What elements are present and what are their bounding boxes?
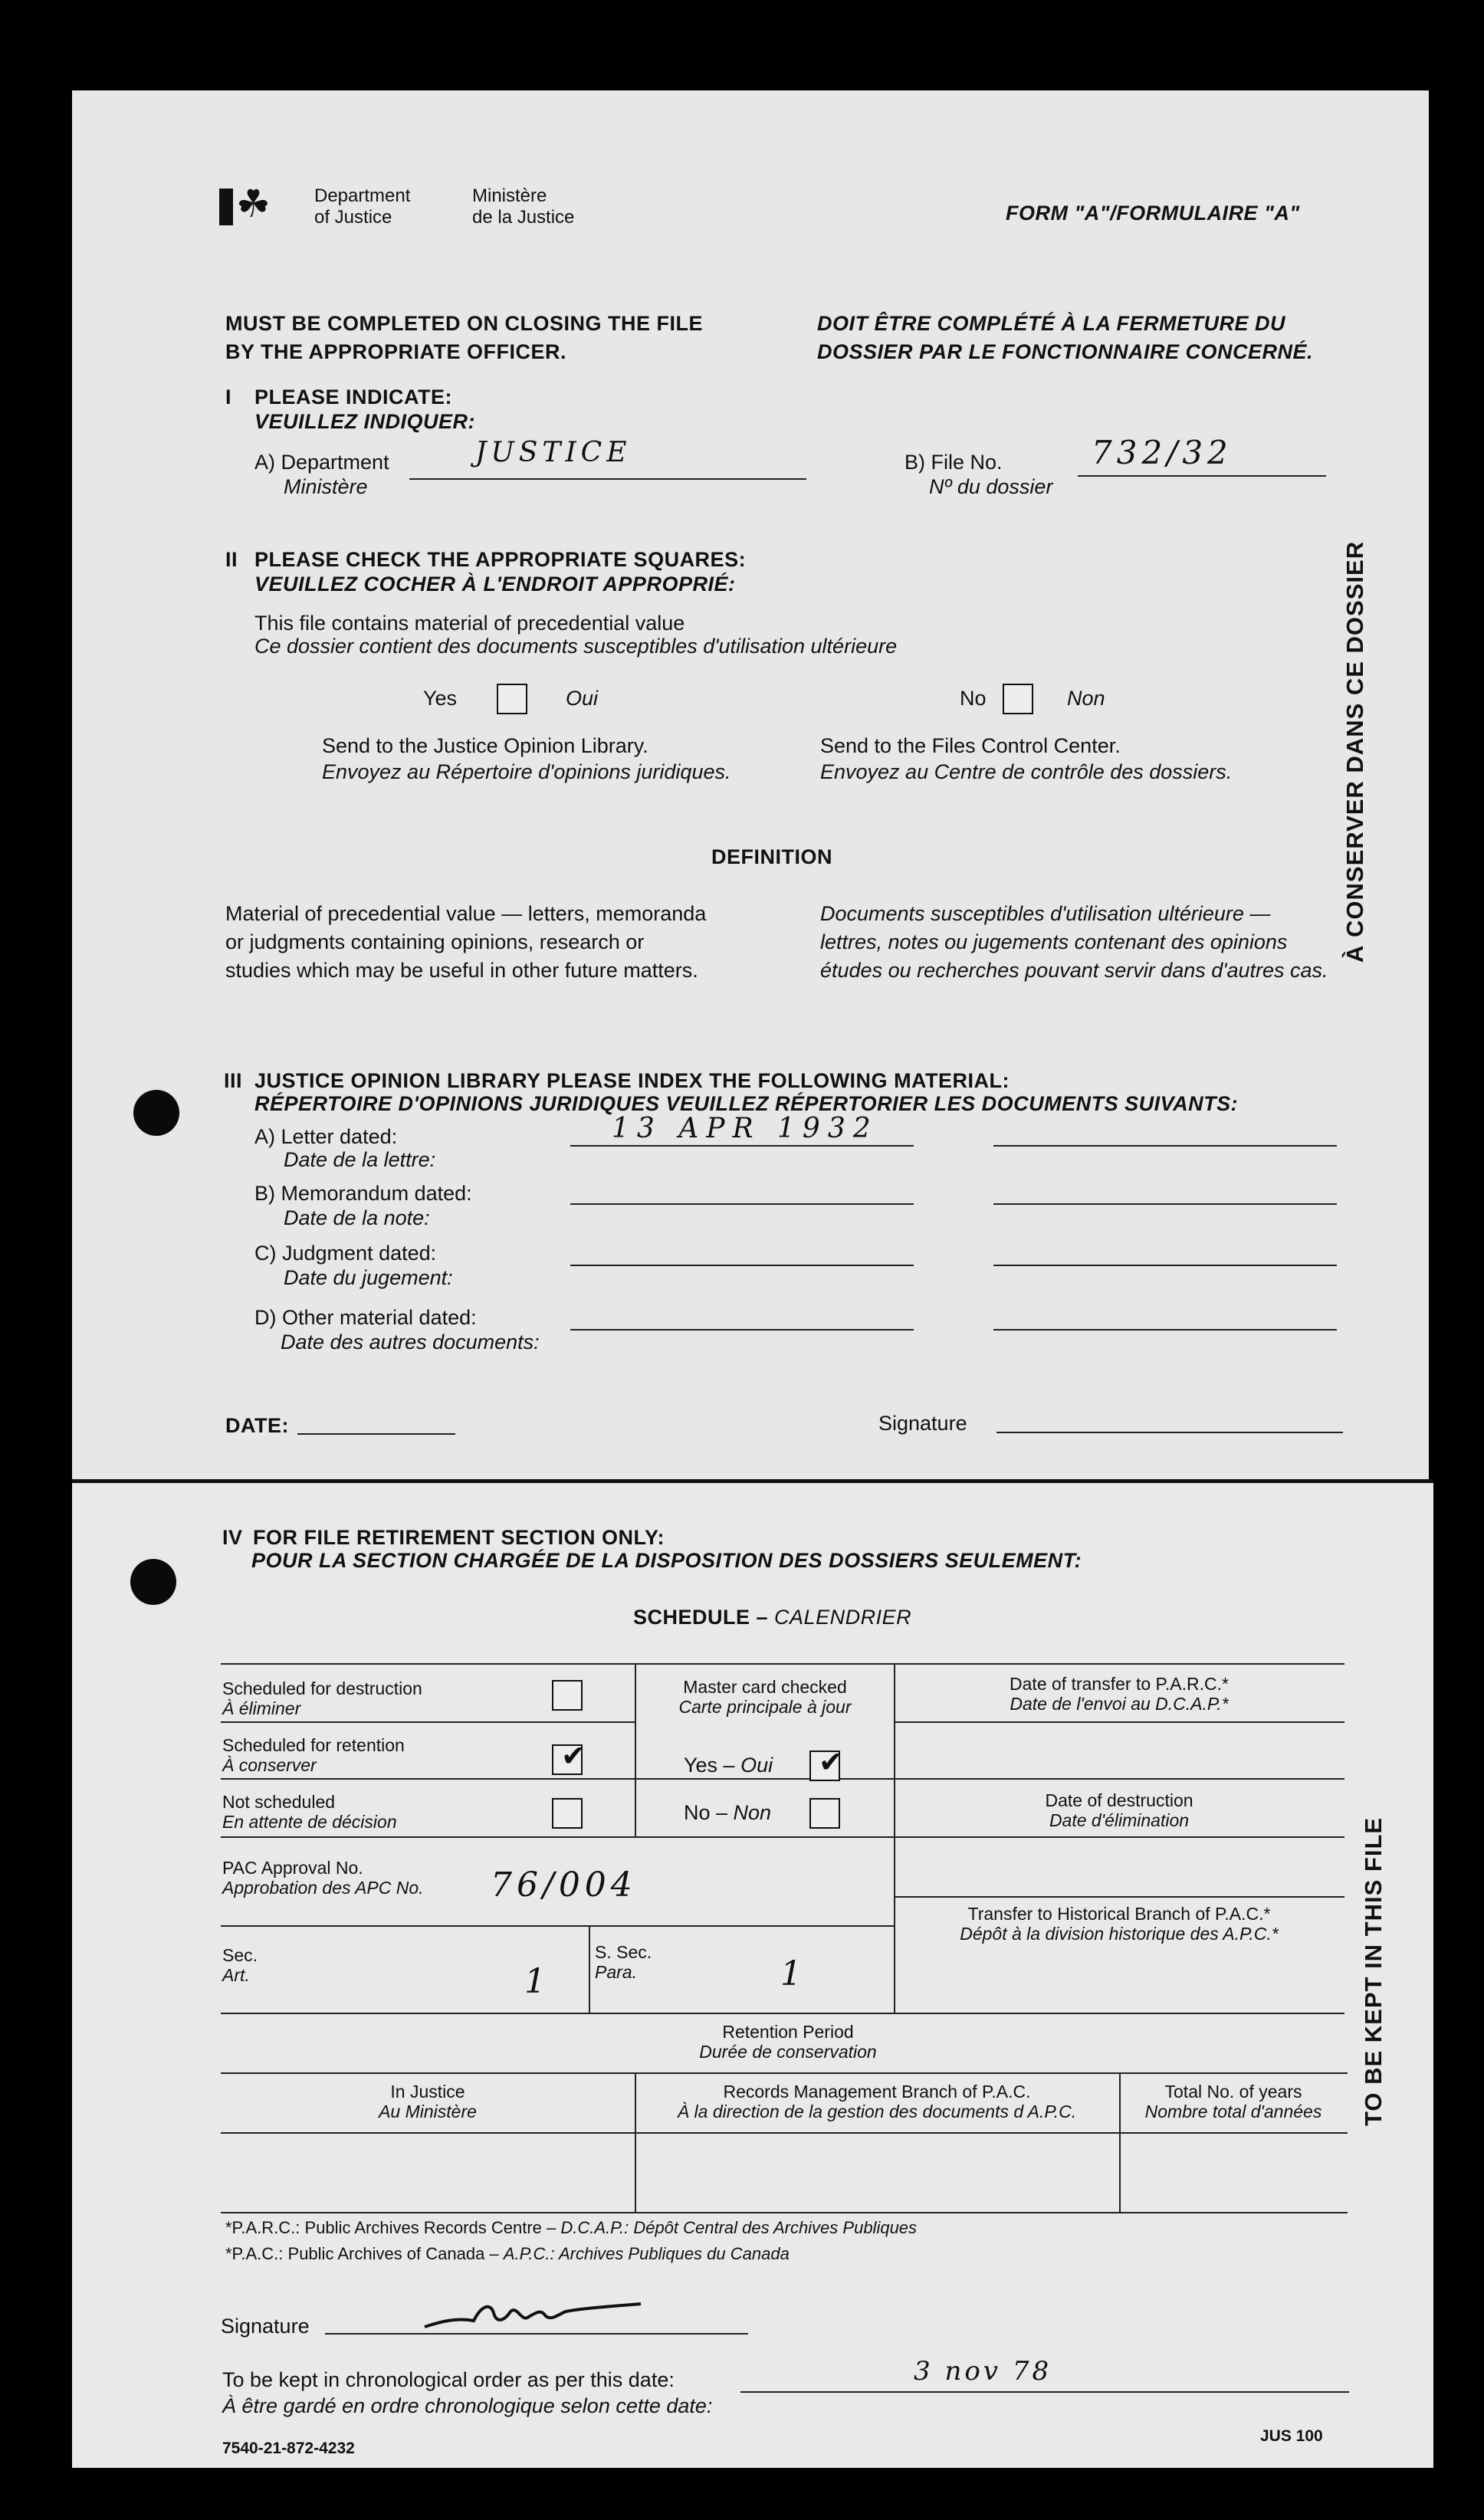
flag-bar-icon (219, 189, 233, 225)
oui-label: Oui (566, 687, 599, 710)
signature-label-lower: Signature (221, 2315, 310, 2338)
no-checkbox[interactable] (1003, 684, 1033, 714)
letter-dated-label-fr: Date de la lettre: (284, 1148, 436, 1171)
section-2-number: II (225, 548, 238, 571)
signature-label-upper: Signature (878, 1412, 967, 1435)
section-3-heading-fr: RÉPERTOIRE D'OPINIONS JURIDIQUES VEUILLEZ RÉPERTORIER LES DOCUMENTS SUIVANTS: (254, 1092, 1239, 1115)
section-1-heading-fr: VEUILLEZ INDIQUER: (254, 410, 476, 433)
footnote-parc: *P.A.R.C.: Public Archives Records Centre – D.C.A.P.: Dépôt Central des Archives Publiques (225, 2218, 918, 2237)
dept-name-fr: Ministère de la Justice (472, 185, 575, 228)
col-line-2 (894, 1663, 895, 2013)
other-date-line-2 (993, 1329, 1337, 1331)
punch-hole-upper (133, 1090, 179, 1136)
letter-dated-label-en: A) Letter dated: (254, 1125, 398, 1148)
no-label: No (960, 687, 987, 710)
chrono-date-line (740, 2391, 1349, 2393)
records-branch-label: Records Management Branch of P.A.C. À la direction de la gestion des documents d A.P.C. (677, 2082, 1077, 2121)
check-mark-icon: ✔ (561, 1739, 586, 1773)
ssec-label: S. Sec. Para. (595, 1942, 652, 1982)
date-label: DATE: (225, 1414, 289, 1437)
form-code: JUS 100 (1260, 2427, 1323, 2445)
in-justice-label: In Justice Au Ministère (379, 2082, 477, 2121)
file-number-field-line (1078, 475, 1326, 477)
intro-fr: DOIT ÊTRE COMPLÉTÉ À LA FERMETURE DU DOSSIER PAR LE FONCTIONNAIRE CONCERNÉ. (817, 312, 1314, 363)
definition-en: Material of precedential value — letters, memoranda or judgments containing opinions, research or studies which may be useful in other future matters. (225, 902, 707, 982)
master-card-yes-label: Yes – Oui (684, 1754, 773, 1777)
file-number-value[interactable]: 732/32 (1092, 434, 1233, 471)
department-value[interactable]: JUSTICE (475, 437, 632, 468)
destruction-label: Scheduled for destruction À éliminer (222, 1678, 422, 1718)
precedential-statement-fr: Ce dossier contient des documents susceptibles d'utilisation ultérieure (254, 635, 898, 658)
no-action-fr: Envoyez au Centre de contrôle des dossiers. (820, 760, 1233, 783)
yes-action-en: Send to the Justice Opinion Library. (322, 734, 648, 757)
section-3-heading-en: JUSTICE OPINION LIBRARY PLEASE INDEX THE FOLLOWING MATERIAL: (254, 1069, 1010, 1092)
handwritten-signature (420, 2298, 650, 2335)
file-number-label-fr: Nº du dossier (929, 475, 1053, 498)
ssec-value[interactable]: 1 (780, 1954, 806, 1993)
section-2-heading-fr: VEUILLEZ COCHER À L'ENDROIT APPROPRIÉ: (254, 573, 736, 596)
row-line-9 (221, 2212, 1348, 2213)
judgment-date-line-1 (570, 1265, 914, 1266)
table-top-line (221, 1663, 1344, 1665)
pac-approval-label: PAC Approval No. Approbation des APC No. (222, 1858, 424, 1898)
other-dated-label-fr: Date des autres documents: (281, 1331, 540, 1354)
master-card-no-checkbox[interactable] (809, 1798, 840, 1829)
memo-dated-label-en: B) Memorandum dated: (254, 1182, 472, 1205)
master-card-no-label: No – Non (684, 1801, 772, 1824)
historical-transfer-label: Transfer to Historical Branch of P.A.C.* Dépôt à la division historique des A.P.C.* (960, 1904, 1279, 1944)
row-line-1 (221, 1721, 635, 1723)
schedule-title: SCHEDULE – CALENDRIER (633, 1606, 912, 1629)
master-card-label: Master card checked Carte principale à jour (678, 1677, 852, 1717)
department-field-line (409, 478, 806, 480)
memo-dated-label-fr: Date de la note: (284, 1206, 430, 1229)
intro-en: MUST BE COMPLETED ON CLOSING THE FILE BY THE APPROPRIATE OFFICER. (225, 312, 704, 363)
memo-date-line-1 (570, 1203, 914, 1205)
section-1-number: I (225, 386, 232, 409)
letter-date-line-2 (993, 1145, 1337, 1147)
stock-number: 7540-21-872-4232 (222, 2440, 355, 2457)
sec-value[interactable]: 1 (524, 1962, 550, 2001)
letter-date-value[interactable]: 13 APR 1932 (612, 1113, 878, 1144)
letter-date-line-1 (570, 1145, 914, 1147)
sec-label: Sec. Art. (222, 1945, 258, 1985)
form-title: FORM "A"/FORMULAIRE "A" (1006, 202, 1300, 225)
pac-approval-value[interactable]: 76/004 (491, 1865, 637, 1905)
section-4-number: IV (222, 1526, 243, 1549)
yes-checkbox[interactable] (497, 684, 527, 714)
sec-divider (589, 1925, 590, 2013)
yes-action-fr: Envoyez au Répertoire d'opinions juridiques. (322, 760, 731, 783)
section-4-heading-en: FOR FILE RETIREMENT SECTION ONLY: (253, 1526, 665, 1549)
not-scheduled-label: Not scheduled En attente de décision (222, 1792, 397, 1832)
department-label-fr: Ministère (284, 475, 368, 498)
row-line-4 (894, 1896, 1344, 1898)
total-years-label: Total No. of years Nombre total d'années (1144, 2082, 1322, 2121)
row-line-2 (221, 1778, 1344, 1780)
master-card-yes-checkbox[interactable] (809, 1745, 843, 1781)
transfer-parc-label: Date of transfer to P.A.R.C.* Date de l'envoi au D.C.A.P.* (1010, 1674, 1229, 1714)
definition-title: DEFINITION (711, 845, 832, 868)
row-line-8 (221, 2132, 1348, 2134)
no-action-en: Send to the Files Control Center. (820, 734, 1121, 757)
definition-fr: Documents susceptibles d'utilisation ultérieure — lettres, notes ou jugements contenant des opinions études ou recherches pouvant servir dans d'autres cas. (820, 902, 1328, 982)
yes-label: Yes (423, 687, 458, 710)
date-field-line (297, 1433, 455, 1435)
canada-wordmark (219, 182, 281, 225)
judgment-dated-label-en: C) Judgment dated: (254, 1242, 437, 1265)
punch-hole-lower (130, 1559, 176, 1605)
other-dated-label-en: D) Other material dated: (254, 1306, 477, 1329)
retention-label: Scheduled for retention À conserver (222, 1735, 405, 1775)
file-number-label-en: B) File No. (905, 451, 1003, 474)
section-3-number: III (224, 1069, 243, 1092)
row-line-5 (221, 1925, 894, 1927)
section-2-heading-en: PLEASE CHECK THE APPROPRIATE SQUARES: (254, 548, 747, 571)
memo-date-line-2 (993, 1203, 1337, 1205)
retention-checkbox[interactable] (552, 1739, 586, 1775)
check-mark-icon: ✔ (819, 1745, 843, 1779)
chrono-date-value[interactable]: 3 nov 78 (914, 2356, 1052, 2387)
side-label-keep-en: TO BE KEPT IN THIS FILE (1360, 1816, 1387, 2126)
side-label-keep-fr: À CONSERVER DANS CE DOSSIER (1341, 540, 1368, 963)
maple-leaf-icon: ☘ (236, 182, 271, 225)
precedential-statement-en: This file contains material of precedential value (254, 612, 685, 635)
dept-name-en: Department of Justice (314, 185, 411, 228)
section-4-heading-fr: POUR LA SECTION CHARGÉE DE LA DISPOSITION DES DOSSIERS SEULEMENT: (251, 1549, 1082, 1572)
col-line-1 (635, 1663, 636, 1836)
section-1-heading-en: PLEASE INDICATE: (254, 386, 453, 409)
chrono-label-fr: À être gardé en ordre chronologique selon cette date: (222, 2394, 713, 2417)
row-line-7 (221, 2072, 1348, 2074)
judgment-date-line-2 (993, 1265, 1337, 1266)
row-line-1b (894, 1721, 1344, 1723)
judgment-dated-label-fr: Date du jugement: (284, 1266, 453, 1289)
footnote-pac: *P.A.C.: Public Archives of Canada – A.P.C.: Archives Publiques du Canada (225, 2244, 790, 2263)
other-date-line-1 (570, 1329, 914, 1331)
signature-line-upper (996, 1432, 1343, 1433)
row-line-3 (221, 1836, 1344, 1838)
destruction-checkbox[interactable] (552, 1680, 583, 1711)
department-label-en: A) Department (254, 451, 389, 474)
non-label: Non (1067, 687, 1105, 710)
destruction-date-label: Date of destruction Date d'élimination (1045, 1790, 1193, 1830)
retention-period-label: Retention Period Durée de conservation (699, 2022, 877, 2062)
row-line-6 (221, 2013, 1344, 2014)
chrono-label-en: To be kept in chronological order as per this date: (222, 2368, 675, 2391)
not-scheduled-checkbox[interactable] (552, 1798, 583, 1829)
